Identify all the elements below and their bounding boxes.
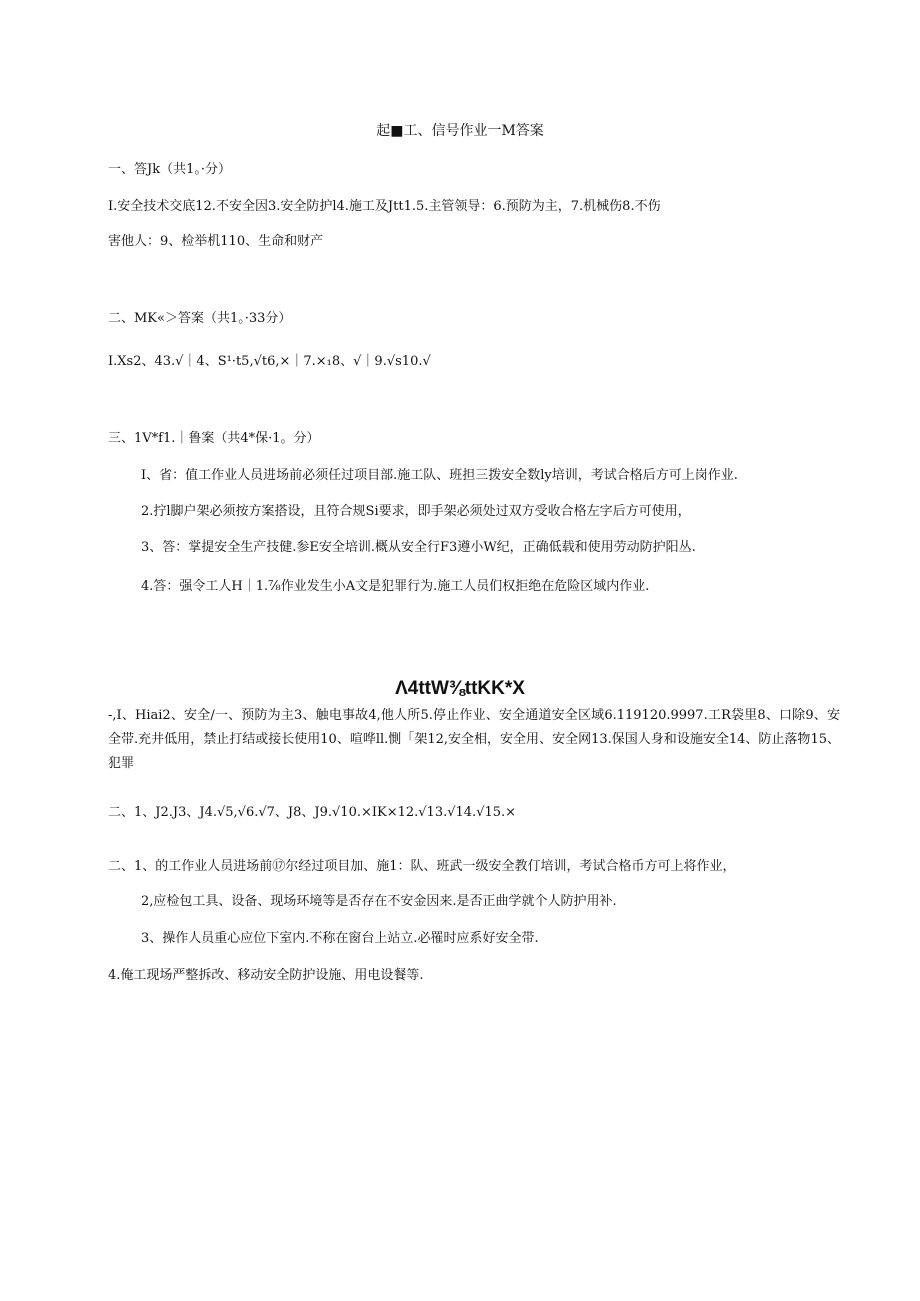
part1-section3-heading: 三、1V*f1.｜鲁案（共4*保·1。分） bbox=[108, 431, 320, 446]
part2-section1-paragraph: -,I、Hiai2、安全/一、预防为主3、触电事故4,他人所5.停止作业、安全通道安全区域6.119120.9997.工R袋里8、口除9、安全带.充井低用，禁止打结或接长使用10、喧哗ll.惻「架12,安全相，安全用、安全网13.保国人身和设施安全14、防止落物15、犯罪 bbox=[108, 708, 840, 771]
part1-section3-item: 2.拧l脚户架必须按方案搭设，且符合规Si要求，即手架必须处过双方受收合格左字后方可使用， bbox=[141, 504, 691, 519]
part1-section3-item: 4.答：强令工人H｜1.⅞作业发生小A文是犯罪行为.施工人员们权拒绝在危险区域内作业. bbox=[141, 579, 650, 594]
part1-section1-line1: I.安全技术交底12.不安全因3.安全防护l4.施工及Jtt1.5.主管领导：6.预防为主，7.机械伤8.不伤 bbox=[108, 199, 661, 214]
part1-section2-answers: I.Xs2、43.√｜4、S¹·t5,√t6,×｜7.×₁8、√｜9.√s10.√ bbox=[108, 354, 431, 369]
part1-section1-line2: 害他人：9、检举机110、生命和财产 bbox=[108, 234, 324, 249]
part2-section3-line1: 二、1、的工作业人员进场前⑰尔经过项目加、施1：队、班武一级安全教仃培训，考试合格币方可上将作业， bbox=[108, 859, 736, 874]
part2-section3-line3: 3、操作人员重心应位下室内.不称在窗台上站立.必罹时应系好安全带. bbox=[141, 931, 539, 946]
part2-title: Λ4ttW⅜ttKK*X bbox=[395, 678, 525, 699]
part2-section2-answers: 二、1、J2.J3、J4.√5,√6.√7、J8、J9.√10.×IK×12.√13.√14.√15.× bbox=[108, 805, 517, 820]
part2-section3-line4: 4.俺工现场严整拆改、移动安全防护设施、用电设餐等. bbox=[108, 968, 424, 983]
part1-section3-item: 3、答：掌提安全生产技健.参E安全培训.概从安全行F3遵小W纪，正确低载和使用劳动防护阳丛. bbox=[141, 540, 696, 555]
part1-section2-heading: 二、MK«＞答案（共1。·33分） bbox=[108, 311, 292, 326]
document-title: 起■工、信号作业一M答案 bbox=[376, 123, 544, 139]
part1-section3-item: I、省：值工作业人员进场前必须任过项目部.施工队、班担三拨安全数ly培训，考试合格后方可上岗作业. bbox=[141, 468, 738, 483]
part2-section3-line2: 2,应检包工具、设备、现场环境等是否存在不安金因来.是否正曲学就个人防护用补. bbox=[141, 894, 617, 909]
part1-section1-heading: 一、答Jk（共1。·分） bbox=[108, 162, 231, 177]
